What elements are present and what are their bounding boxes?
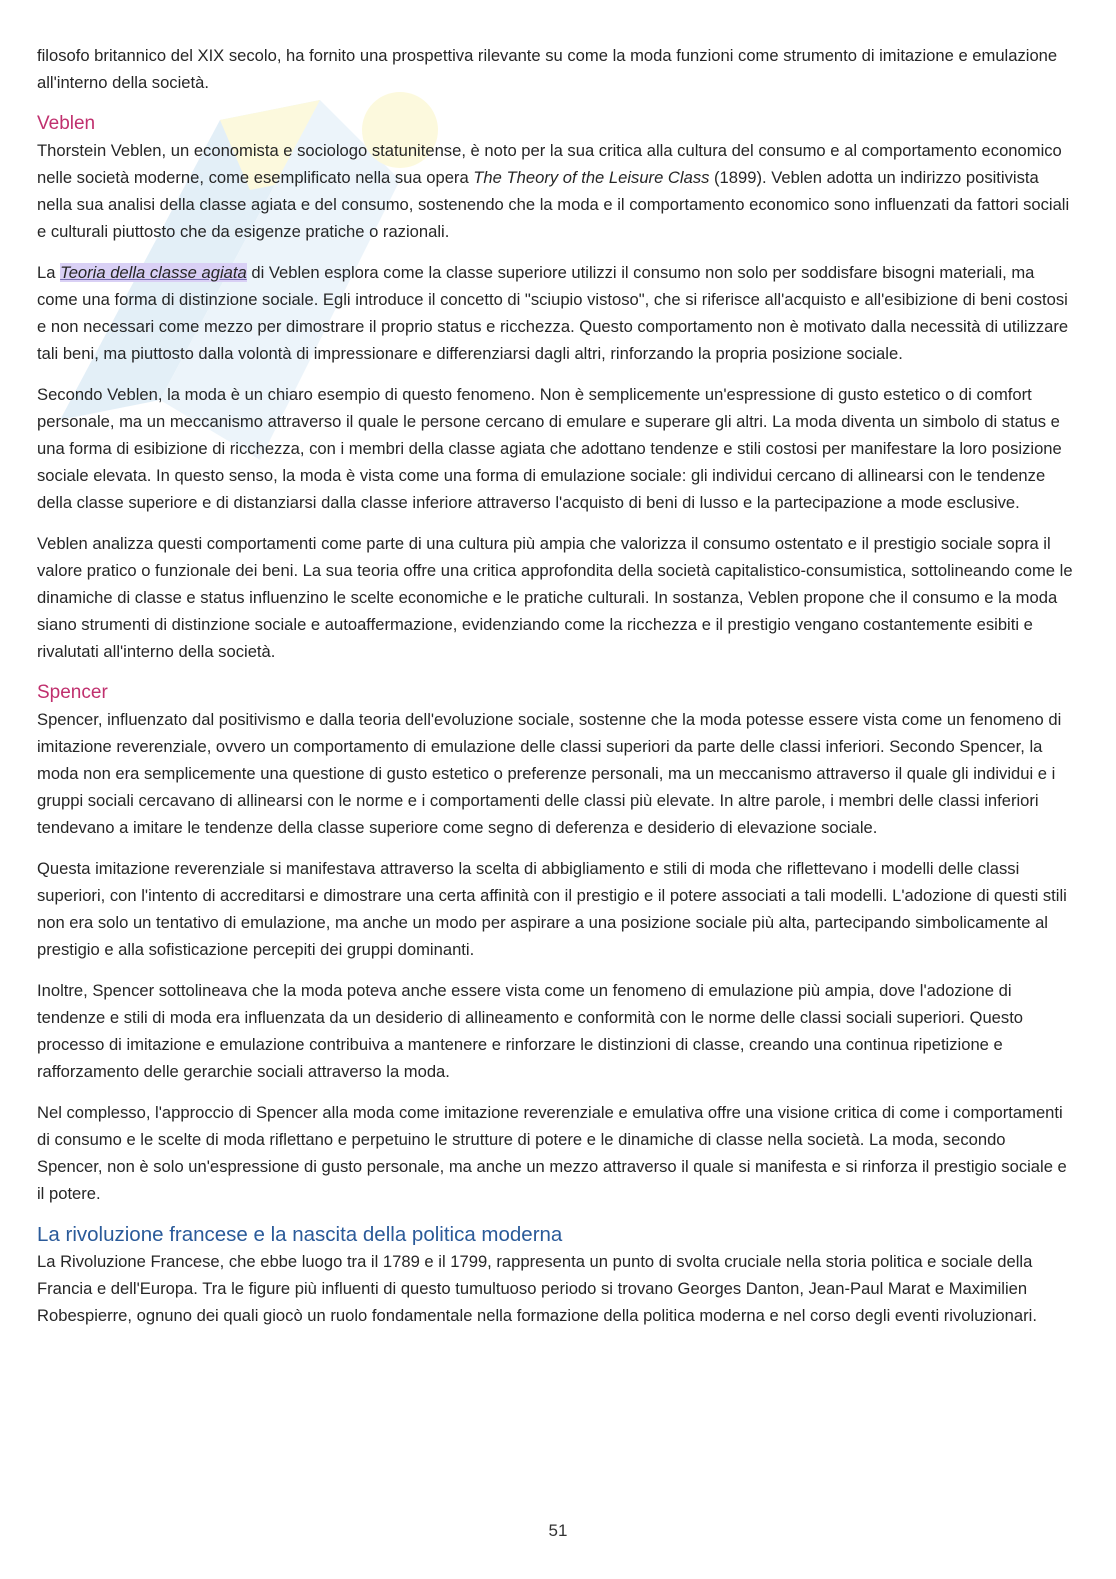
intro-paragraph: filosofo britannico del XIX secolo, ha fornito una prospettiva rilevante su come la moda funzioni come strumento di imitazione e emulazione all'interno della società.: [37, 46, 1058, 92]
spencer-paragraph-2: Questa imitazione reverenziale si manifestava attraverso la scelta di abbigliamento e stili di moda che riflettevano i modelli delle classi superiori, con l'intento di accreditarsi e dimostrare una certa affinità con il prestigio e il potere associati a tali modelli. L'adozione di questi stili non era solo un tentativo di emulazione, ma anche un modo per aspirare a una posizione sociale più alta, partecipando simbolicamente al prestigio e alla sofisticazione percepiti dei gruppi dominanti.: [37, 859, 1067, 959]
veblen-p2-text-a: La: [37, 263, 61, 282]
veblen-p1-text-b: (1899). Veblen adotta un indirizzo positivista nella sua analisi della classe agiata e del consumo, sostenendo che la moda e il comportamento economico sono influenzati da fattori sociali e culturali piuttosto che da esigenze pratiche o razionali.: [37, 168, 1070, 241]
highlighted-title[interactable]: Teoria della classe agiata: [60, 263, 247, 282]
veblen-paragraph-1: [37, 137, 1073, 245]
spencer-paragraph-3: Inoltre, Spencer sottolineava che la moda poteva anche essere vista come un fenomeno di emulazione più ampia, dove l'adozione di tendenze e stili di moda era influenzata da un desiderio di allineamento e conformità con le norme delle classi sociali superiori. Questo processo di imitazione e emulazione contribuiva a mantenere e rinforzare le distinzioni di classe, creando una continua ripetizione e rafforzamento delle gerarchie sociali attraverso la moda.: [37, 981, 1024, 1081]
spencer-paragraph-1: Spencer, influenzato dal positivismo e dalla teoria dell'evoluzione sociale, sostenne che la moda potesse essere vista come un fenomeno di imitazione reverenziale, ovvero un comportamento di emulazione delle classi superiori da parte delle classi inferiori. Secondo Spencer, la moda non era semplicemente una questione di gusto estetico o preferenze personali, ma un meccanismo attraverso il quale gli individui e i gruppi sociali cercavano di allinearsi con le norme e i comportamenti delle classi più elevate. In altre parole, i membri delle classi inferiori tendevano a imitare le tendenze della classe superiore come segno di deferenza e desiderio di elevazione sociale.: [37, 710, 1062, 837]
veblen-p2-text-b: di Veblen esplora come la classe superiore utilizzi il consumo non solo per soddisfare bisogni materiali, ma come una forma di distinzione sociale. Egli introduce il concetto di "sciupio vistoso", che si riferisce all'acquisto e all'esibizione di beni costosi e non necessari come mezzo per dimostrare il proprio status e ricchezza. Questo comportamento non è motivato dalla necessità di utilizzare tali beni, ma piuttosto dalla volontà di impressionare e differenziarsi dagli altri, rinforzando la propria posizione sociale.: [37, 263, 1069, 363]
heading-veblen: Veblen: [37, 113, 96, 134]
page-number: 51: [548, 1521, 568, 1540]
page-content: [37, 42, 1073, 1343]
book-title: The Theory of the Leisure Class: [473, 168, 710, 187]
heading-spencer: Spencer: [37, 682, 108, 703]
revolution-paragraph-1: La Rivoluzione Francese, che ebbe luogo tra il 1789 e il 1799, rappresenta un punto di svolta cruciale nella storia politica e sociale della Francia e dell'Europa. Tra le figure più influenti di questo tumultuoso periodo si trovano Georges Danton, Jean-Paul Marat e Maximilien Robespierre, ognuno dei quali giocò un ruolo fondamentale nella formazione della politica moderna e nel corso degli eventi rivoluzionari.: [37, 1252, 1037, 1325]
veblen-paragraph-2: [37, 259, 1073, 367]
heading-revolution: La rivoluzione francese e la nascita della politica moderna: [37, 1223, 563, 1246]
veblen-paragraph-4: Veblen analizza questi comportamenti come parte di una cultura più ampia che valorizza il consumo ostentato e il prestigio sociale sopra il valore pratico o funzionale dei beni. La sua teoria offre una critica approfondita della società capitalistico-consumistica, sottolineando come le dinamiche di classe e status influenzino le scelte economiche e le pratiche culturali. In sostanza, Veblen propone che il consumo e la moda siano strumenti di distinzione sociale e autoaffermazione, evidenziando come la ricchezza e il prestigio vengano costantemente esibiti e rivalutati all'interno della società.: [37, 534, 1073, 661]
veblen-p1-text-a: Thorstein Veblen, un economista e sociologo statunitense, è noto per la sua critica alla cultura del consumo e al comportamento economico nelle società moderne, come esemplificato nella sua opera: [37, 141, 1062, 187]
veblen-paragraph-3: Secondo Veblen, la moda è un chiaro esempio di questo fenomeno. Non è semplicemente un'espressione di gusto estetico o di comfort personale, ma un meccanismo attraverso il quale le persone cercano di emulare e superare gli altri. La moda diventa un simbolo di status e una forma di esibizione di ricchezza, con i membri della classe agiata che adottano tendenze e stili costosi per manifestare la loro posizione sociale elevata. In questo senso, la moda è vista come una forma di emulazione sociale: gli individui cercano di allinearsi con le tendenze della classe superiore e di distanziarsi dalla classe inferiore attraverso l'acquisto di beni di lusso e la partecipazione a mode esclusive.: [37, 385, 1062, 512]
spencer-paragraph-4: Nel complesso, l'approccio di Spencer alla moda come imitazione reverenziale e emulativa offre una visione critica di come i comportamenti di consumo e le scelte di moda riflettano e perpetuino le strutture di potere e le dinamiche di classe nella società. La moda, secondo Spencer, non è solo un'espressione di gusto personale, ma anche un mezzo attraverso il quale si manifesta e si rinforza il prestigio sociale e il potere.: [37, 1103, 1067, 1203]
